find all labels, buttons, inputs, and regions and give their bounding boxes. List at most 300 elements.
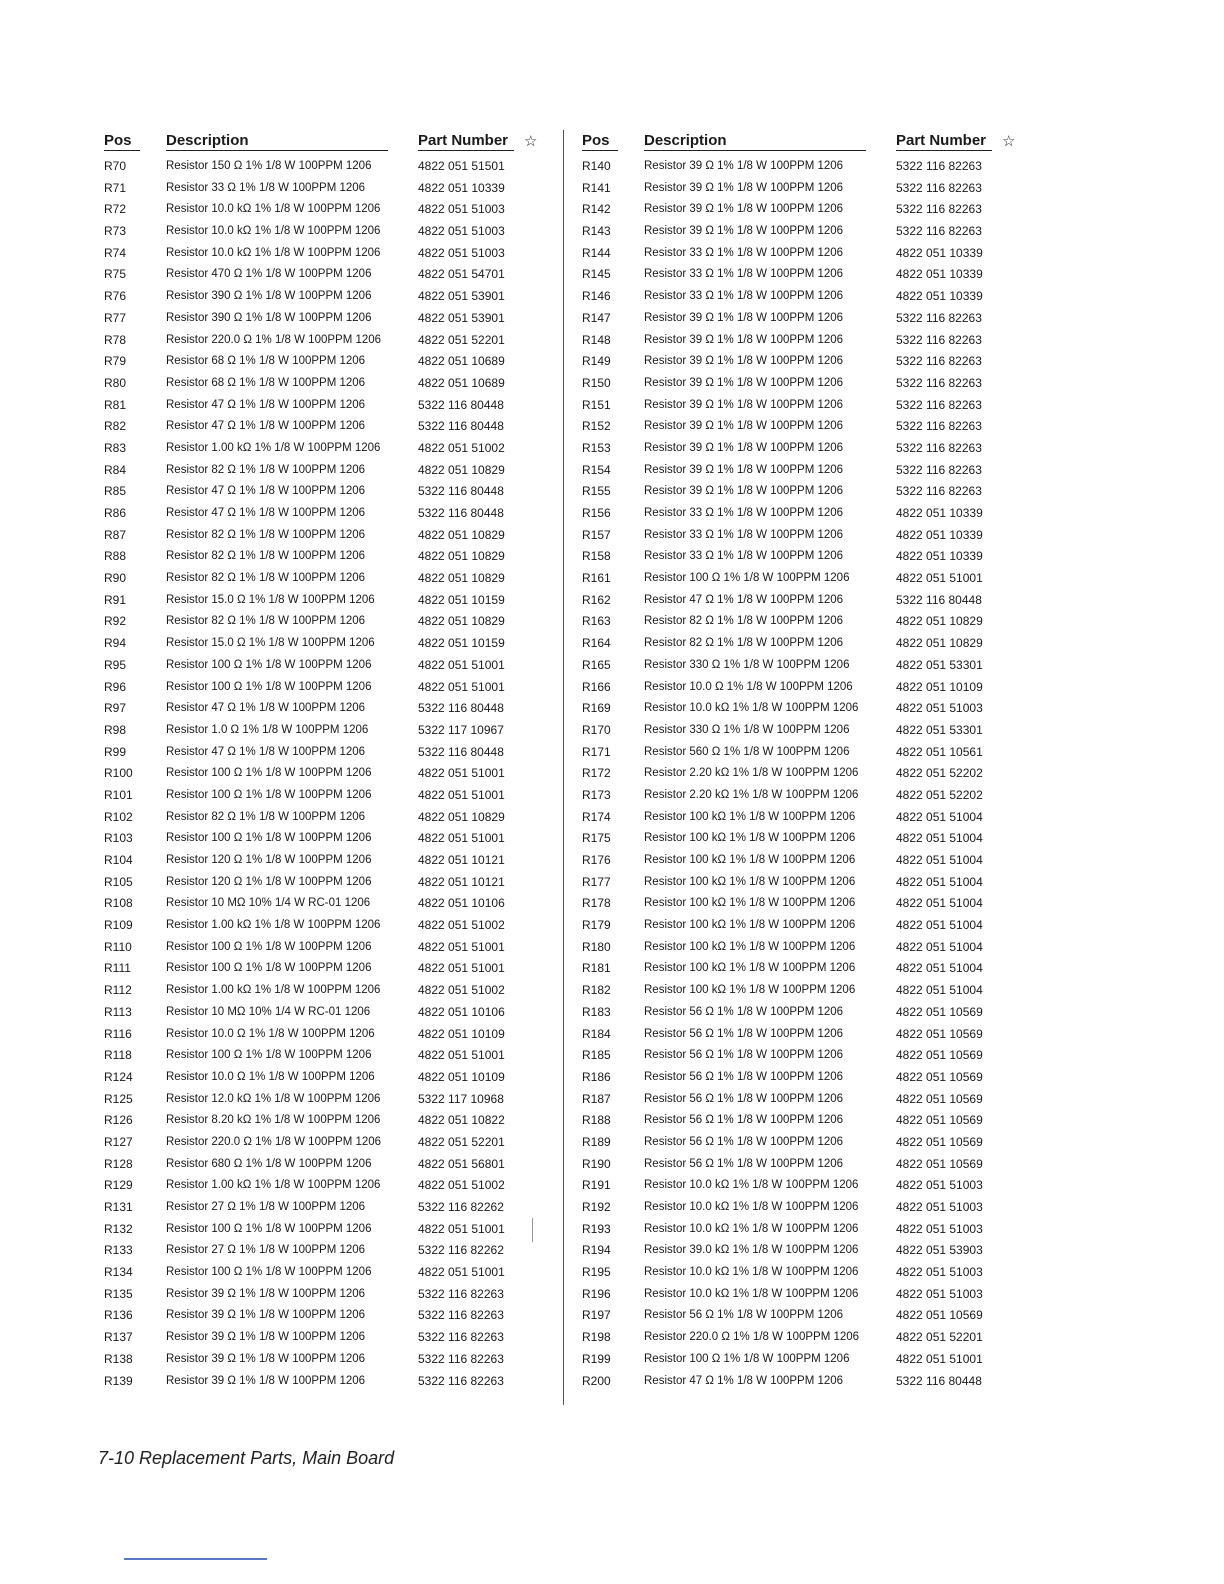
cell-part-number: 4822 051 51004 [896, 809, 983, 824]
cell-description: Resistor 560 Ω 1% 1/8 W 100PPM 1206 [644, 745, 850, 758]
cell-part-number: 5322 116 80448 [418, 506, 504, 520]
table-header [582, 128, 1022, 156]
cell-description: Resistor 10.0 kΩ 1% 1/8 W 100PPM 1206 [644, 1201, 859, 1213]
cell-description: Resistor 47 Ω 1% 1/8 W 100PPM 1206 [166, 507, 366, 519]
table-row [104, 1089, 544, 1111]
cell-description: Resistor 100 kΩ 1% 1/8 W 100PPM 1206 [644, 875, 856, 888]
cell-pos: R146 [582, 289, 611, 304]
cell-part-number: 4822 051 10339 [896, 549, 983, 564]
cell-part-number: 4822 051 51501 [418, 159, 505, 173]
cell-part-number: 4822 051 10339 [896, 506, 983, 520]
cell-part-number: 4822 051 56801 [418, 1156, 505, 1171]
table-row [582, 438, 1022, 460]
table-row [104, 1024, 544, 1046]
cell-part-number: 4822 051 10569 [896, 1069, 983, 1084]
cell-part-number: 4822 051 10159 [418, 592, 505, 607]
cell-pos: R139 [104, 1373, 133, 1388]
cell-part-number: 4822 051 10106 [418, 896, 505, 911]
cell-pos: R189 [582, 1134, 611, 1149]
cell-description: Resistor 1.00 kΩ 1% 1/8 W 100PPM 1206 [166, 919, 381, 932]
table-row [582, 1045, 1022, 1067]
cell-description: Resistor 56 Ω 1% 1/8 W 100PPM 1206 [644, 1135, 844, 1148]
cell-part-number: 5322 116 82263 [896, 354, 982, 369]
cell-part-number: 4822 051 10121 [418, 874, 505, 889]
cell-description: Resistor 10.0 kΩ 1% 1/8 W 100PPM 1206 [644, 1287, 859, 1300]
cell-part-number: 4822 051 10829 [418, 571, 505, 586]
cell-pos: R81 [104, 397, 127, 412]
table-row [104, 264, 544, 286]
table-row [582, 720, 1022, 742]
cell-part-number: 5322 116 82263 [418, 1351, 504, 1366]
cell-part-number: 4822 051 51001 [418, 831, 505, 846]
cell-part-number: 5322 116 82263 [896, 484, 982, 499]
cell-pos: R88 [104, 549, 127, 564]
cell-description: Resistor 39 Ω 1% 1/8 W 100PPM 1206 [644, 485, 844, 498]
table-row [104, 286, 544, 308]
cell-part-number: 4822 051 51003 [896, 701, 983, 716]
table-row [104, 611, 544, 633]
header-description: Description [166, 132, 388, 151]
cell-pos: R196 [582, 1286, 611, 1301]
table-header [104, 128, 544, 156]
table-row [582, 330, 1022, 352]
cell-description: Resistor 39.0 kΩ 1% 1/8 W 100PPM 1206 [644, 1244, 859, 1257]
cell-pos: R108 [104, 896, 133, 911]
cell-description: Resistor 390 Ω 1% 1/8 W 100PPM 1206 [166, 290, 372, 303]
cell-description: Resistor 47 Ω 1% 1/8 W 100PPM 1206 [166, 702, 366, 715]
cell-description: Resistor 39 Ω 1% 1/8 W 100PPM 1206 [644, 463, 844, 476]
cell-pos: R179 [582, 918, 611, 933]
cell-pos: R152 [582, 419, 611, 434]
table-row [582, 178, 1022, 200]
table-row [104, 677, 544, 699]
cell-pos: R74 [104, 245, 127, 260]
cell-description: Resistor 10.0 kΩ 1% 1/8 W 100PPM 1206 [644, 1179, 859, 1192]
cell-pos: R192 [582, 1200, 611, 1214]
table-row [104, 525, 544, 547]
cell-part-number: 5322 116 80448 [418, 484, 504, 499]
table-row [104, 221, 544, 243]
cell-pos: R70 [104, 159, 127, 173]
table-row [104, 1219, 544, 1241]
cell-pos: R129 [104, 1178, 133, 1193]
table-row [104, 546, 544, 568]
table-row [104, 958, 544, 980]
table-row [104, 416, 544, 438]
cell-description: Resistor 82 Ω 1% 1/8 W 100PPM 1206 [644, 615, 844, 628]
cell-part-number: 4822 051 10121 [418, 853, 505, 867]
cell-part-number: 4822 051 51003 [418, 202, 505, 217]
cell-pos: R144 [582, 245, 611, 260]
cell-pos: R154 [582, 462, 611, 477]
cell-description: Resistor 220.0 Ω 1% 1/8 W 100PPM 1206 [166, 333, 382, 346]
cell-part-number: 5322 116 80448 [418, 419, 504, 434]
cell-description: Resistor 1.00 kΩ 1% 1/8 W 100PPM 1206 [166, 441, 381, 454]
cell-pos: R75 [104, 267, 127, 282]
cell-pos: R151 [582, 397, 611, 412]
cell-description: Resistor 56 Ω 1% 1/8 W 100PPM 1206 [644, 1309, 844, 1322]
table-row [104, 1371, 544, 1393]
cell-description: Resistor 120 Ω 1% 1/8 W 100PPM 1206 [166, 854, 372, 866]
cell-pos: R180 [582, 939, 611, 954]
cell-pos: R158 [582, 549, 611, 564]
cell-description: Resistor 100 kΩ 1% 1/8 W 100PPM 1206 [644, 940, 856, 953]
cell-part-number: 4822 051 51001 [418, 679, 505, 694]
cell-description: Resistor 120 Ω 1% 1/8 W 100PPM 1206 [166, 875, 372, 888]
table-row [104, 395, 544, 417]
table-row [582, 1197, 1022, 1219]
table-row [104, 590, 544, 612]
table-row [582, 1002, 1022, 1024]
cell-description: Resistor 68 Ω 1% 1/8 W 100PPM 1206 [166, 376, 366, 389]
header-part-number: Part Number [896, 132, 992, 151]
cell-description: Resistor 100 Ω 1% 1/8 W 100PPM 1206 [166, 680, 372, 693]
cell-part-number: 4822 051 51001 [418, 766, 505, 781]
table-row [104, 1175, 544, 1197]
cell-part-number: 4822 051 51003 [896, 1178, 983, 1193]
table-body [582, 156, 1022, 1392]
cell-pos: R190 [582, 1156, 611, 1171]
cell-description: Resistor 2.20 kΩ 1% 1/8 W 100PPM 1206 [644, 767, 859, 780]
table-row [582, 1132, 1022, 1154]
cell-description: Resistor 10.0 kΩ 1% 1/8 W 100PPM 1206 [166, 203, 381, 216]
cell-pos: R183 [582, 1004, 611, 1019]
table-row [582, 677, 1022, 699]
cell-description: Resistor 68 Ω 1% 1/8 W 100PPM 1206 [166, 355, 366, 368]
cell-description: Resistor 10.0 kΩ 1% 1/8 W 100PPM 1206 [644, 1266, 859, 1279]
table-row [104, 308, 544, 330]
cell-pos: R87 [104, 527, 127, 542]
cell-pos: R96 [104, 679, 127, 694]
cell-pos: R184 [582, 1026, 611, 1041]
cell-part-number: 4822 051 51001 [418, 1265, 505, 1280]
cell-description: Resistor 39 Ω 1% 1/8 W 100PPM 1206 [644, 181, 844, 194]
cell-description: Resistor 8.20 kΩ 1% 1/8 W 100PPM 1206 [166, 1114, 381, 1127]
cell-pos: R147 [582, 310, 611, 325]
cell-description: Resistor 56 Ω 1% 1/8 W 100PPM 1206 [644, 1049, 844, 1062]
cell-pos: R191 [582, 1178, 611, 1193]
cell-pos: R165 [582, 657, 611, 672]
cell-description: Resistor 390 Ω 1% 1/8 W 100PPM 1206 [166, 311, 372, 324]
table-row [104, 872, 544, 894]
cell-pos: R131 [104, 1200, 133, 1214]
table-row [104, 633, 544, 655]
table-row [582, 742, 1022, 764]
table-row [582, 481, 1022, 503]
cell-part-number: 5322 116 82263 [896, 375, 982, 390]
cell-part-number: 5322 117 10967 [418, 722, 504, 737]
cell-description: Resistor 100 Ω 1% 1/8 W 100PPM 1206 [166, 767, 372, 780]
cell-pos: R199 [582, 1351, 611, 1366]
cell-description: Resistor 10.0 kΩ 1% 1/8 W 100PPM 1206 [166, 246, 381, 259]
table-row [582, 199, 1022, 221]
cell-description: Resistor 10.0 kΩ 1% 1/8 W 100PPM 1206 [644, 702, 859, 715]
cell-pos: R127 [104, 1134, 133, 1149]
cell-description: Resistor 100 Ω 1% 1/8 W 100PPM 1206 [166, 1049, 372, 1062]
cell-pos: R83 [104, 440, 127, 455]
cell-description: Resistor 39 Ω 1% 1/8 W 100PPM 1206 [644, 376, 844, 389]
cell-description: Resistor 47 Ω 1% 1/8 W 100PPM 1206 [166, 398, 366, 411]
cell-part-number: 4822 051 51001 [418, 939, 505, 954]
cell-pos: R149 [582, 354, 611, 369]
header-pos: Pos [582, 132, 618, 151]
table-row [582, 893, 1022, 915]
table-row [582, 1024, 1022, 1046]
table-row [582, 590, 1022, 612]
cell-description: Resistor 33 Ω 1% 1/8 W 100PPM 1206 [644, 528, 844, 541]
cell-description: Resistor 56 Ω 1% 1/8 W 100PPM 1206 [644, 1092, 844, 1105]
cell-description: Resistor 39 Ω 1% 1/8 W 100PPM 1206 [166, 1309, 366, 1322]
cell-description: Resistor 100 kΩ 1% 1/8 W 100PPM 1206 [644, 897, 856, 910]
cell-pos: R80 [104, 375, 127, 390]
table-row [104, 438, 544, 460]
cell-pos: R73 [104, 224, 127, 239]
cell-part-number: 5322 116 80448 [896, 592, 982, 607]
table-row [104, 503, 544, 525]
cell-description: Resistor 33 Ω 1% 1/8 W 100PPM 1206 [644, 550, 844, 563]
cell-description: Resistor 39 Ω 1% 1/8 W 100PPM 1206 [644, 355, 844, 368]
cell-description: Resistor 39 Ω 1% 1/8 W 100PPM 1206 [644, 225, 844, 238]
cell-part-number: 4822 051 10569 [896, 1026, 983, 1041]
table-row [582, 525, 1022, 547]
table-row [582, 655, 1022, 677]
cell-pos: R197 [582, 1308, 611, 1323]
cell-pos: R77 [104, 310, 127, 325]
cell-part-number: 5322 116 80448 [418, 744, 504, 759]
cell-pos: R153 [582, 440, 611, 455]
table-row [582, 503, 1022, 525]
cell-pos: R94 [104, 636, 127, 651]
table-row [104, 980, 544, 1002]
cell-description: Resistor 47 Ω 1% 1/8 W 100PPM 1206 [166, 420, 366, 433]
table-row [104, 1002, 544, 1024]
cell-description: Resistor 47 Ω 1% 1/8 W 100PPM 1206 [644, 1374, 844, 1387]
cell-pos: R102 [104, 809, 133, 824]
cell-pos: R142 [582, 202, 611, 217]
cell-part-number: 4822 051 10569 [896, 1091, 983, 1106]
cell-part-number: 5322 116 82263 [418, 1308, 504, 1323]
cell-pos: R174 [582, 809, 611, 824]
cell-part-number: 4822 051 10109 [418, 1069, 505, 1084]
table-row [582, 763, 1022, 785]
cell-pos: R200 [582, 1373, 611, 1388]
cell-pos: R116 [104, 1026, 132, 1041]
cell-pos: R113 [104, 1004, 132, 1019]
cell-description: Resistor 10.0 Ω 1% 1/8 W 100PPM 1206 [644, 680, 853, 693]
cell-description: Resistor 220.0 Ω 1% 1/8 W 100PPM 1206 [644, 1331, 860, 1344]
table-row [582, 1154, 1022, 1176]
cell-part-number: 4822 051 51001 [418, 1221, 505, 1236]
cell-pos: R176 [582, 853, 611, 867]
cell-part-number: 5322 116 80448 [418, 701, 504, 716]
cell-part-number: 4822 051 10829 [418, 809, 505, 824]
cell-part-number: 4822 051 51004 [896, 918, 983, 933]
cell-description: Resistor 56 Ω 1% 1/8 W 100PPM 1206 [644, 1070, 844, 1083]
cell-part-number: 5322 116 82263 [896, 310, 982, 325]
cell-pos: R169 [582, 701, 611, 716]
table-row [582, 958, 1022, 980]
cell-part-number: 4822 051 51003 [418, 224, 505, 239]
cell-pos: R148 [582, 332, 611, 347]
cell-pos: R188 [582, 1113, 611, 1128]
cell-part-number: 4822 051 10829 [418, 614, 505, 629]
cell-pos: R82 [104, 419, 127, 434]
table-row [104, 1240, 544, 1262]
column-divider [563, 130, 564, 1405]
table-row [104, 330, 544, 352]
table-row [582, 828, 1022, 850]
cell-pos: R101 [104, 787, 133, 802]
cell-part-number: 5322 116 82263 [896, 159, 982, 173]
table-row [104, 763, 544, 785]
cell-part-number: 4822 051 51001 [896, 571, 983, 586]
cell-part-number: 4822 051 51001 [418, 961, 505, 976]
table-row [104, 351, 544, 373]
cell-pos: R99 [104, 744, 127, 759]
cell-part-number: 5322 116 82263 [896, 397, 982, 412]
cell-part-number: 4822 051 53901 [418, 310, 505, 325]
cell-part-number: 5322 116 82263 [896, 202, 982, 217]
table-row [104, 915, 544, 937]
table-row [582, 1371, 1022, 1393]
cell-part-number: 4822 051 51004 [896, 874, 983, 889]
cell-part-number: 4822 051 51001 [418, 1048, 505, 1063]
cell-pos: R100 [104, 766, 133, 781]
cell-part-number: 5322 116 82263 [418, 1330, 504, 1345]
cell-description: Resistor 33 Ω 1% 1/8 W 100PPM 1206 [644, 268, 844, 281]
cell-part-number: 5322 116 82263 [896, 332, 982, 347]
cell-part-number: 4822 051 10829 [896, 614, 983, 629]
cell-pos: R156 [582, 506, 611, 520]
cell-part-number: 5322 116 80448 [896, 1373, 982, 1388]
cell-pos: R170 [582, 722, 611, 737]
cell-description: Resistor 39 Ω 1% 1/8 W 100PPM 1206 [166, 1331, 366, 1344]
cell-part-number: 5322 116 82263 [896, 462, 982, 477]
table-row [582, 937, 1022, 959]
cell-pos: R143 [582, 224, 611, 239]
table-row [582, 807, 1022, 829]
cell-pos: R112 [104, 983, 132, 998]
cell-part-number: 4822 051 52202 [896, 787, 983, 802]
cell-part-number: 4822 051 51003 [896, 1221, 983, 1236]
cell-part-number: 5322 116 82263 [896, 180, 982, 195]
parts-table-right [582, 128, 1022, 1392]
cell-pos: R84 [104, 462, 127, 477]
table-row [104, 373, 544, 395]
table-body [104, 156, 544, 1392]
cell-part-number: 4822 051 51004 [896, 983, 983, 998]
cell-pos: R181 [582, 961, 611, 976]
table-row [104, 568, 544, 590]
cell-pos: R195 [582, 1265, 611, 1280]
cell-pos: R92 [104, 614, 127, 629]
cell-description: Resistor 1.00 kΩ 1% 1/8 W 100PPM 1206 [166, 984, 381, 997]
cell-description: Resistor 100 Ω 1% 1/8 W 100PPM 1206 [644, 572, 850, 585]
cell-description: Resistor 33 Ω 1% 1/8 W 100PPM 1206 [644, 507, 844, 519]
cell-pos: R118 [104, 1048, 132, 1063]
table-row [104, 828, 544, 850]
cell-description: Resistor 10.0 kΩ 1% 1/8 W 100PPM 1206 [166, 225, 381, 238]
cell-part-number: 4822 051 51003 [896, 1265, 983, 1280]
table-row [582, 416, 1022, 438]
cell-part-number: 5322 117 10968 [418, 1091, 504, 1106]
table-row [104, 1305, 544, 1327]
star-icon: ☆ [1002, 133, 1016, 150]
table-row [582, 611, 1022, 633]
cell-part-number: 4822 051 51003 [418, 245, 505, 260]
cell-pos: R71 [104, 180, 127, 195]
cell-description: Resistor 100 kΩ 1% 1/8 W 100PPM 1206 [644, 984, 856, 997]
cell-part-number: 4822 051 10159 [418, 636, 505, 651]
table-row [104, 1262, 544, 1284]
cell-description: Resistor 39 Ω 1% 1/8 W 100PPM 1206 [166, 1374, 366, 1387]
cell-description: Resistor 27 Ω 1% 1/8 W 100PPM 1206 [166, 1201, 366, 1213]
cell-description: Resistor 39 Ω 1% 1/8 W 100PPM 1206 [644, 420, 844, 433]
cell-pos: R155 [582, 484, 611, 499]
cell-description: Resistor 56 Ω 1% 1/8 W 100PPM 1206 [644, 1157, 844, 1170]
cell-part-number: 4822 051 51001 [418, 657, 505, 672]
cell-description: Resistor 56 Ω 1% 1/8 W 100PPM 1206 [644, 1005, 844, 1018]
cell-description: Resistor 10.0 Ω 1% 1/8 W 100PPM 1206 [166, 1027, 375, 1040]
cell-part-number: 5322 116 82262 [418, 1243, 504, 1258]
table-row [582, 633, 1022, 655]
cell-pos: R132 [104, 1221, 133, 1236]
cell-description: Resistor 27 Ω 1% 1/8 W 100PPM 1206 [166, 1244, 366, 1257]
cell-description: Resistor 39 Ω 1% 1/8 W 100PPM 1206 [166, 1352, 366, 1365]
cell-description: Resistor 82 Ω 1% 1/8 W 100PPM 1206 [166, 550, 366, 563]
table-row [582, 1327, 1022, 1349]
cell-description: Resistor 100 Ω 1% 1/8 W 100PPM 1206 [166, 962, 372, 975]
cell-part-number: 5322 116 80448 [418, 397, 504, 412]
table-row [582, 264, 1022, 286]
cell-part-number: 4822 051 10561 [896, 744, 983, 759]
table-row [104, 1327, 544, 1349]
cell-part-number: 4822 051 10829 [896, 636, 983, 651]
table-row [582, 395, 1022, 417]
cell-description: Resistor 33 Ω 1% 1/8 W 100PPM 1206 [644, 246, 844, 259]
table-row [582, 460, 1022, 482]
cell-pos: R105 [104, 874, 133, 889]
header-part-number: Part Number [418, 132, 514, 151]
table-row [582, 221, 1022, 243]
cell-pos: R171 [582, 744, 611, 759]
cell-part-number: 4822 051 10109 [418, 1026, 505, 1041]
cell-part-number: 4822 051 10106 [418, 1004, 505, 1019]
cell-description: Resistor 470 Ω 1% 1/8 W 100PPM 1206 [166, 268, 372, 281]
cell-pos: R164 [582, 636, 611, 651]
table-row [104, 1067, 544, 1089]
table-row [104, 893, 544, 915]
cell-description: Resistor 82 Ω 1% 1/8 W 100PPM 1206 [166, 463, 366, 476]
cell-description: Resistor 82 Ω 1% 1/8 W 100PPM 1206 [166, 810, 366, 823]
table-row [582, 243, 1022, 265]
cell-pos: R79 [104, 354, 127, 369]
cell-part-number: 4822 051 51001 [418, 787, 505, 802]
table-row [582, 1110, 1022, 1132]
page-footer: 7-10 Replacement Parts, Main Board [98, 1448, 395, 1468]
table-row [104, 655, 544, 677]
cell-description: Resistor 39 Ω 1% 1/8 W 100PPM 1206 [644, 203, 844, 216]
cell-part-number: 4822 051 53903 [896, 1243, 983, 1258]
cell-part-number: 4822 051 10339 [418, 180, 505, 195]
cell-description: Resistor 15.0 Ω 1% 1/8 W 100PPM 1206 [166, 593, 375, 606]
cell-description: Resistor 10 MΩ 10% 1/4 W RC-01 1206 [166, 1005, 371, 1018]
cell-pos: R138 [104, 1351, 133, 1366]
cell-part-number: 4822 051 10569 [896, 1156, 983, 1171]
cell-pos: R98 [104, 722, 127, 737]
table-row [104, 720, 544, 742]
cell-part-number: 4822 051 53901 [418, 289, 505, 304]
